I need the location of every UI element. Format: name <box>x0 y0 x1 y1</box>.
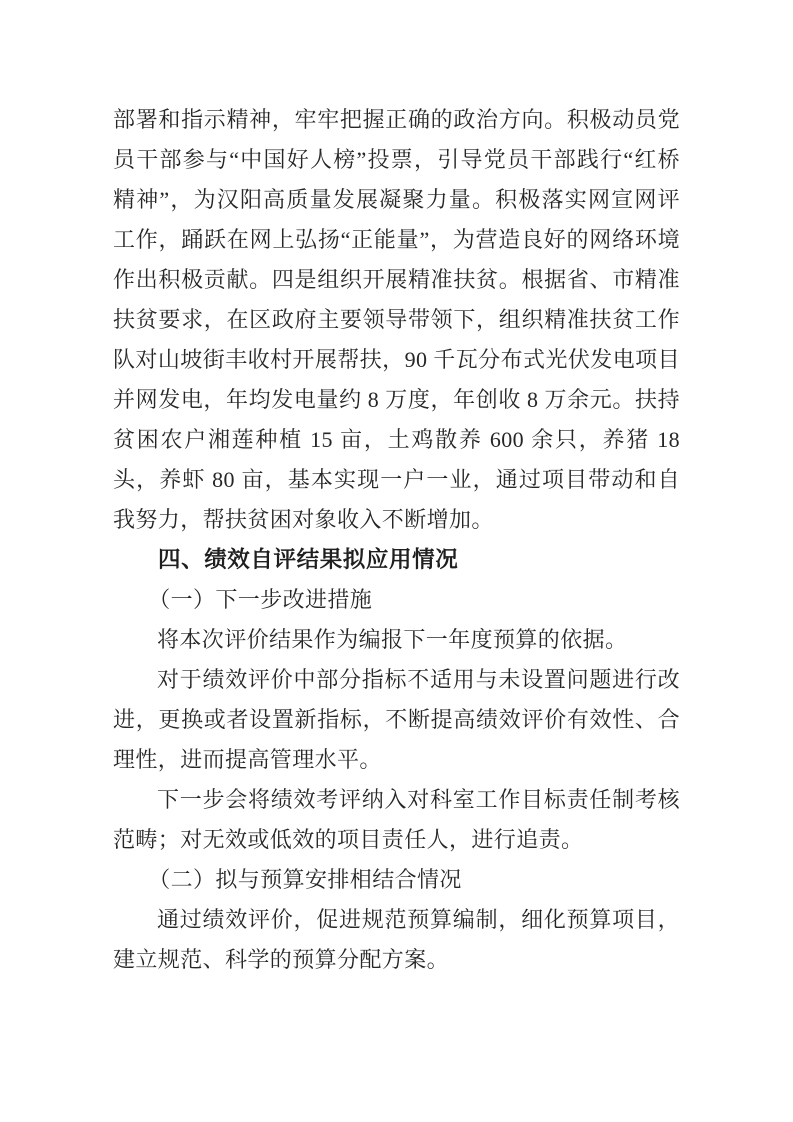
paragraph-indicator-improvement: 对于绩效评价中部分指标不适用与未设置问题进行改进，更换或者设置新指标，不断提高绩效评价有效性、合理性，进而提高管理水平。 <box>113 667 680 772</box>
paragraph-budget-basis: 将本次评价结果作为编报下一年度预算的依据。 <box>157 627 628 652</box>
paragraph-budget-allocation-plan: 通过绩效评价，促进规范预算编制，细化预算项目，建立规范、科学的预算分配方案。 <box>113 907 680 972</box>
document-content <box>113 100 680 980</box>
subsection-heading-improvement-measures: （一）下一步改进措施 <box>148 587 373 612</box>
section-heading-results-application: 四、绩效自评结果拟应用情况 <box>158 547 459 572</box>
paragraph-continued-party-building-poverty-alleviation: 部署和指示精神，牢牢把握正确的政治方向。积极动员党员干部参与“中国好人榜”投票，引导党员干部践行“红桥精神”，为汉阳高质量发展凝聚力量。积极落实网宣网评工作，踊跃在网上弘扬“正能量”，为营造良好的网络环境作出积极贡献。四是组织开展精准扶贫。根据省、市精准扶贫要求，在区政府主要领导带领下，组织精准扶贫工作队对山坡街丰收村开展帮扶，90 千瓦分布式光伏发电项目并网发电，年均发电量约 8 万度，年创收 8 万余元。扶持贫困农户湘莲种植 15 亩，土鸡散养 600 余只，养猪 18 头，养虾 80 亩，基本实现一户一业，通过项目带动和自我努力，帮扶贫困对象收入不断增加。 <box>113 107 680 532</box>
paragraph-accountability: 下一步会将绩效考评纳入对科室工作目标责任制考核范畴；对无效或低效的项目责任人，进行追责。 <box>113 787 680 852</box>
subsection-heading-budget-integration: （二）拟与预算安排相结合情况 <box>148 867 462 892</box>
